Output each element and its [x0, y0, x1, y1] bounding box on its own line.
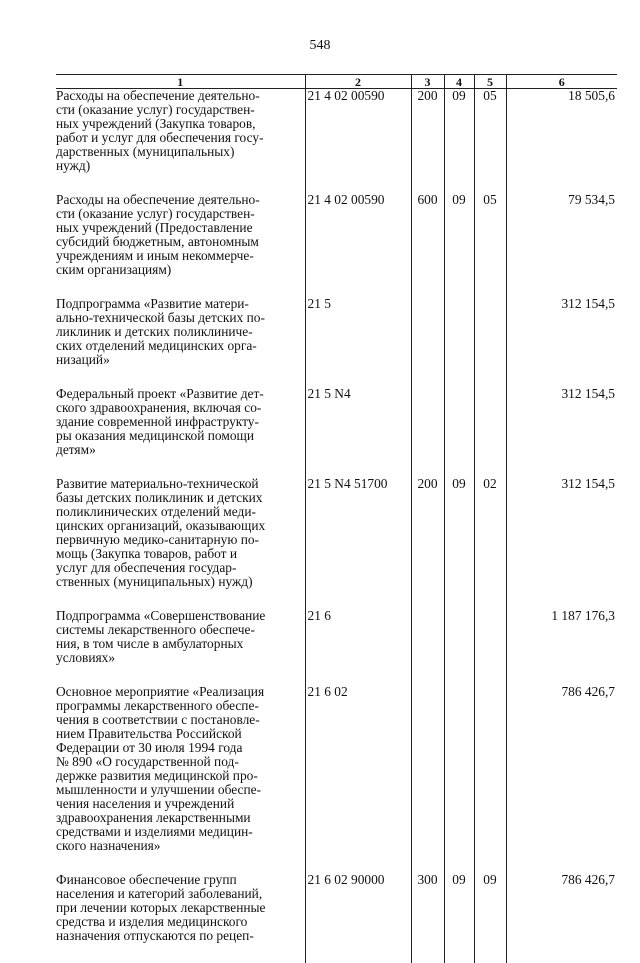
- item-col3: 300: [411, 873, 444, 963]
- item-col3: [411, 297, 444, 387]
- item-name: Развитие материально-технической базы детских поликлиник и детских поликлинических отделений меди- цинских организаций, оказывающих первичную медико-санитарную по- мощь (Закупка товаров, работ и услуг для обеспечения государ- ственных (муниципальных) нужд): [56, 477, 305, 609]
- item-amount: 312 154,5: [506, 297, 617, 387]
- table-row: [56, 387, 617, 477]
- item-amount: 79 534,5: [506, 193, 617, 297]
- item-col5: 09: [474, 873, 506, 963]
- item-amount: 1 187 176,3: [506, 609, 617, 685]
- item-amount: 312 154,5: [506, 387, 617, 477]
- item-code: 21 5: [305, 297, 411, 387]
- item-name: Федеральный проект «Развитие дет- ского здравоохранения, включая со- здание современной инфраструкту- ры оказания медицинской помощи детям»: [56, 387, 305, 477]
- item-code: 21 5 N4: [305, 387, 411, 477]
- col-header-5: 5: [474, 75, 506, 89]
- item-col5: [474, 297, 506, 387]
- item-code: 21 6 02 90000: [305, 873, 411, 963]
- item-name: Основное мероприятие «Реализация программы лекарственного обеспе- чения в соответствии с постановле- нием Правительства Российской Федерации от 30 июля 1994 года № 890 «О государственной под- держке развития медицинской про- мышленности и улучшении обеспе- чения населения и учреждений здравоохранения лекарственными средствами и изделиями медицин- ского назначения»: [56, 685, 305, 873]
- table-row: [56, 89, 617, 194]
- item-col4: [444, 609, 474, 685]
- item-name: Расходы на обеспечение деятельно- сти (оказание услуг) государствен- ных учреждений (Предоставление субсидий бюджетным, автономным учреждениям и иным некоммерче- ским организациям): [56, 193, 305, 297]
- col-header-1: 1: [56, 75, 305, 89]
- item-col5: [474, 609, 506, 685]
- col-header-2: 2: [305, 75, 411, 89]
- page-number: 548: [0, 38, 640, 54]
- table-row: [56, 297, 617, 387]
- item-code: 21 4 02 00590: [305, 89, 411, 194]
- item-col5: 05: [474, 89, 506, 194]
- item-col3: 200: [411, 477, 444, 609]
- item-code: 21 5 N4 51700: [305, 477, 411, 609]
- item-col4: 09: [444, 89, 474, 194]
- item-col4: 09: [444, 873, 474, 963]
- table-row: [56, 685, 617, 873]
- item-code: 21 6: [305, 609, 411, 685]
- table-header-row: [56, 75, 617, 89]
- item-col3: [411, 609, 444, 685]
- item-col3: 200: [411, 89, 444, 194]
- item-col5: 02: [474, 477, 506, 609]
- table-body: [56, 89, 617, 963]
- table-row: [56, 873, 617, 963]
- item-code: 21 6 02: [305, 685, 411, 873]
- table-row: [56, 609, 617, 685]
- item-code: 21 4 02 00590: [305, 193, 411, 297]
- table-row: [56, 193, 617, 297]
- item-col4: 09: [444, 193, 474, 297]
- item-amount: 18 505,6: [506, 89, 617, 194]
- table-row: [56, 477, 617, 609]
- col-header-4: 4: [444, 75, 474, 89]
- item-amount: 786 426,7: [506, 685, 617, 873]
- budget-table: [56, 74, 617, 963]
- item-name: Финансовое обеспечение групп населения и категорий заболеваний, при лечении которых лекарственные средства и изделия медицинского назначения отпускаются по рецеп-: [56, 873, 305, 963]
- item-col4: [444, 685, 474, 873]
- item-col4: 09: [444, 477, 474, 609]
- item-col5: [474, 685, 506, 873]
- item-col3: 600: [411, 193, 444, 297]
- item-amount: 786 426,7: [506, 873, 617, 963]
- col-header-6: 6: [506, 75, 617, 89]
- col-header-3: 3: [411, 75, 444, 89]
- item-col4: [444, 387, 474, 477]
- item-col5: 05: [474, 193, 506, 297]
- item-name: Подпрограмма «Развитие матери- ально-технической базы детских по- ликлиник и детских поликлиниче- ских отделений медицинских орга- низаций»: [56, 297, 305, 387]
- item-name: Подпрограмма «Совершенствование системы лекарственного обеспече- ния, в том числе в амбулаторных условиях»: [56, 609, 305, 685]
- item-name: Расходы на обеспечение деятельно- сти (оказание услуг) государствен- ных учреждений (Закупка товаров, работ и услуг для обеспечения госу- дарственных (муниципальных) нужд): [56, 89, 305, 194]
- item-col3: [411, 685, 444, 873]
- item-col5: [474, 387, 506, 477]
- item-col4: [444, 297, 474, 387]
- item-amount: 312 154,5: [506, 477, 617, 609]
- item-col3: [411, 387, 444, 477]
